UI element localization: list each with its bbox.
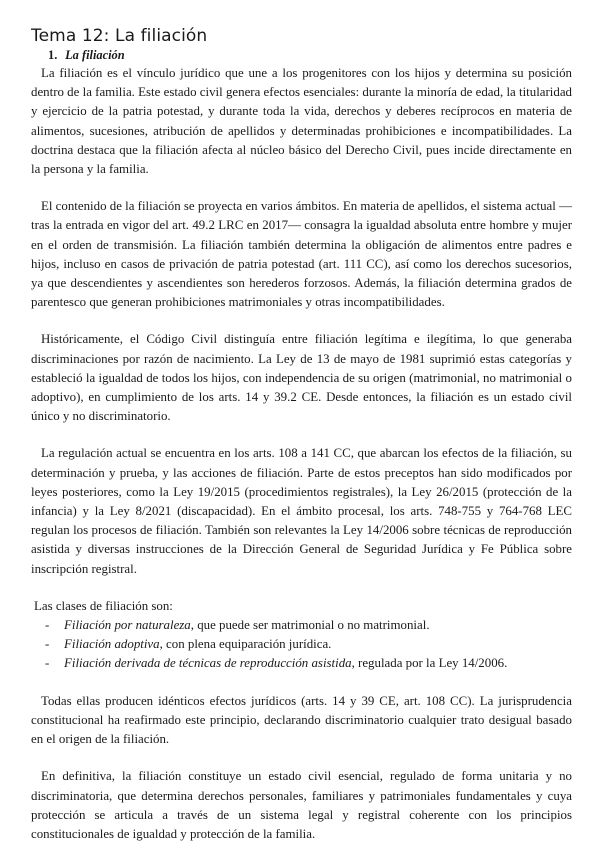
list-item: - Filiación derivada de técnicas de reproducción asistida, regulada por la Ley 14/2006. [45, 656, 508, 671]
list-item-text: , que puede ser matrimonial o no matrimonial. [190, 618, 430, 633]
list-item-text: , con plena equiparación jurídica. [159, 637, 332, 652]
section-number: 1. [48, 48, 58, 62]
paragraph-history: Históricamente, el Código Civil distinguía entre filiación legítima e ilegítima, lo que generaba discriminaciones por razón de nacimiento. La Ley de 13 de mayo de 1981 suprimió estas categorías y estableció la igualdad de todos los hijos, con independencia de su origen (matrimonial, no matrimonial o adoptivo), en cumplimiento de los arts. 14 y 39.2 CE. Desde entonces, la filiación es un estado civil único y no discriminatorio. [31, 332, 572, 424]
list-item-term: Filiación adoptiva [64, 637, 160, 652]
page-title: Tema 12: La filiación [31, 26, 208, 46]
list-item-text: , regulada por la Ley 14/2006. [351, 656, 508, 671]
list-intro: Las clases de filiación son: [34, 598, 173, 613]
section-heading [48, 47, 572, 64]
list-item: - Filiación por naturaleza, que puede ser matrimonial o no matrimonial. [45, 618, 430, 633]
paragraph-regulation: La regulación actual se encuentra en los arts. 108 a 141 CC, que abarcan los efectos de la filiación, su determinación y prueba, y las acciones de filiación. Parte de estos preceptos han sido modificados por leyes posteriores, como la Ley 19/2015 (procedimientos registrales), la Ley 26/2015 (protección de la infancia) y la Ley 8/2021 (discapacidad). En el ámbito procesal, los arts. 748-755 y 764-768 LEC regulan los procesos de filiación. También son relevantes la Ley 14/2006 sobre técnicas de reproducción asistida y diversas instrucciones de la Dirección General de Seguridad Jurídica y Fe Pública sobre inscripción registral. [31, 446, 572, 576]
paragraph-content: El contenido de la filiación se proyecta en varios ámbitos. En materia de apellidos, el sistema actual —tras la entrada en vigor del art. 49.2 LRC en 2017— consagra la igualdad absoluta entre hombre y mujer en el orden de transmisión. La filiación también determina la obligación de alimentos entre padres e hijos, incluso en casos de privación de patria potestad (art. 111 CC), así como los derechos sucesorios, ya que descendientes y ascendientes son herederos forzosos. Además, la filiación determina grados de parentesco que generan prohibiciones matrimoniales y otras incompatibilidades. [31, 199, 572, 310]
paragraph-definition: La filiación es el vínculo jurídico que une a los progenitores con los hijos y determina su posición dentro de la familia. Este estado civil genera efectos esenciales: durante la minoría de edad, la titularidad y ejercicio de la patria potestad, y durante toda la vida, derechos y deberes recíprocos en materia de alimentos, sucesiones, atribución de apellidos y determinadas prohibiciones e incompatibilidades. La doctrina destaca que la filiación afecta al núcleo básico del Derecho Civil, pues incide directamente en la persona y la familia. [31, 66, 572, 177]
filiation-types-list [31, 616, 572, 674]
list-item: - Filiación adoptiva, con plena equiparación jurídica. [45, 637, 332, 652]
paragraph-conclusion: En definitiva, la filiación constituye un estado civil esencial, regulado de forma unitaria y no discriminatoria, que determina derechos personales, familiares y patrimoniales fundamentales y cuya protección se articula a través de un sistema legal y registral coherente con los principios constitucionales de igualdad y protección de la familia. [31, 769, 572, 841]
section-title: La filiación [65, 48, 125, 62]
paragraph-effects: Todas ellas producen idénticos efectos jurídicos (arts. 14 y 39 CE, art. 108 CC). La jurisprudencia constitucional ha reafirmado este principio, declarando discriminatorio cualquier trato desigual basado en el origen de la filiación. [31, 693, 572, 747]
list-item-term: Filiación por naturaleza [64, 618, 191, 633]
list-item-term: Filiación derivada de técnicas de reproducción asistida [64, 656, 352, 671]
